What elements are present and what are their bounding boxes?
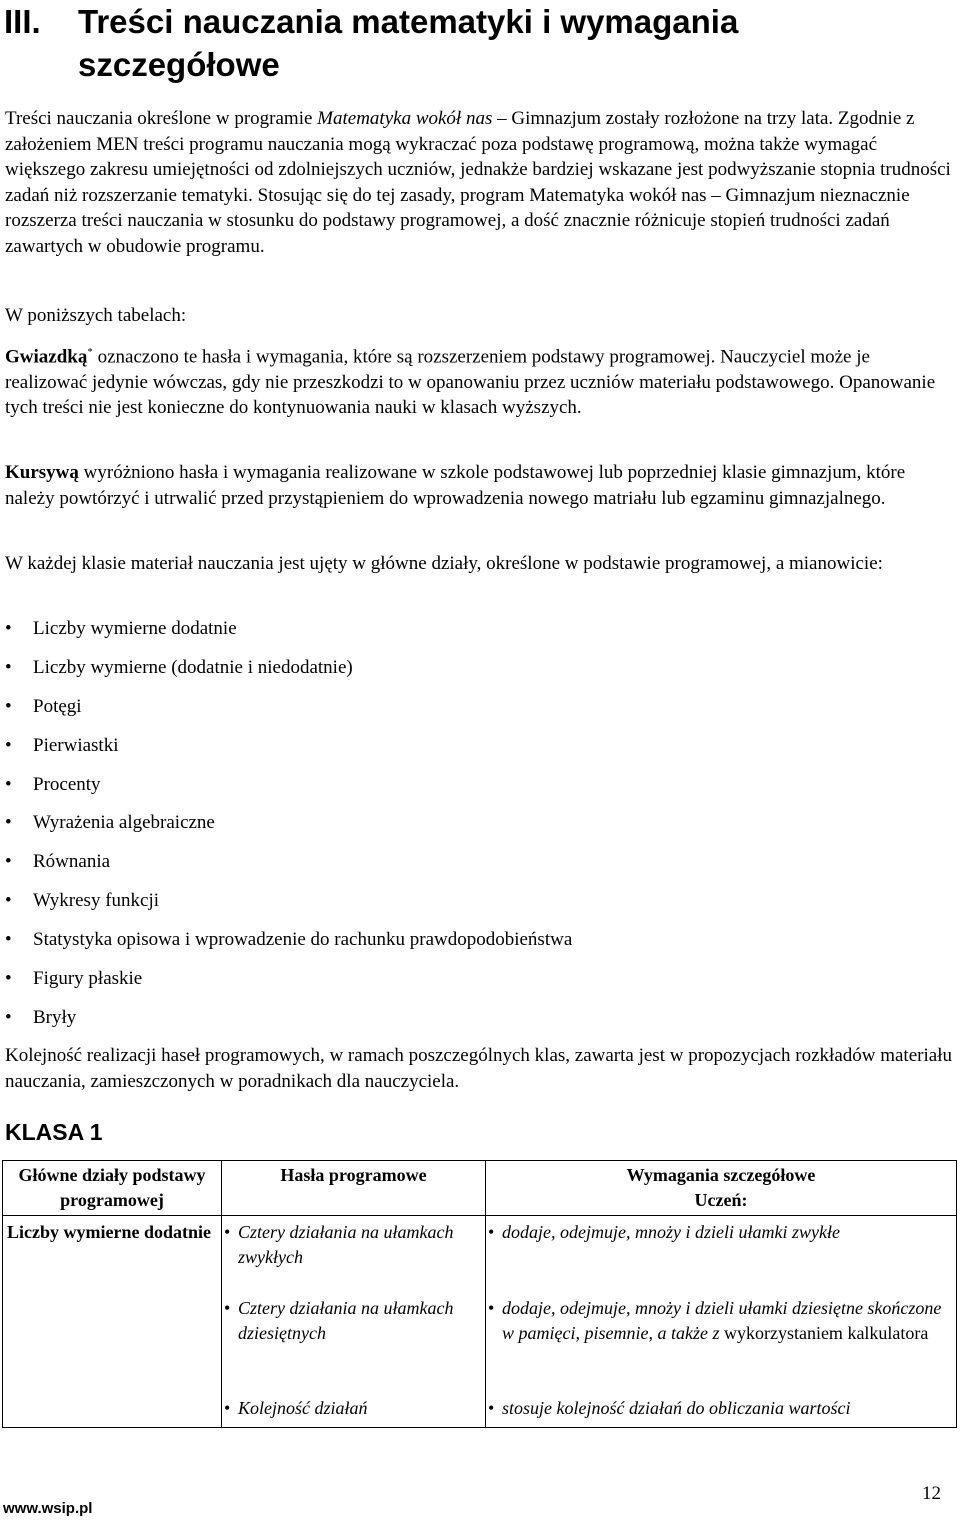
requirement-item: • stosuje kolejność działań do obliczania wartości [488,1396,950,1421]
list-item: • Liczby wymierne (dodatnie i niedodatnie) [5,655,572,694]
topics-list [5,616,572,1044]
requirements-cell [486,1216,957,1428]
italic-note-label: Kursywą [5,462,79,483]
header-requirements: Wymagania szczegółowe Uczeń: [486,1161,957,1216]
requirement-item: • dodaje, odejmuje, mnoży i dzieli ułamki dziesiętne skończone w pamięci, pisemnie, a także z wykorzystaniem kalkulatora [488,1298,942,1343]
bullet-icon: • [5,968,12,990]
intro-paragraph [5,106,953,259]
topic-item: • Kolejność działań [224,1396,479,1421]
bullet-icon: • [5,773,12,795]
list-item: • Liczby wymierne dodatnie [5,616,572,655]
asterisk-note-text: oznaczono te hasła i wymagania, które są rozszerzeniem podstawy programowej. Nauczyciel może je realizować jedynie wówczas, gdy nie przeszkodzi to w opanowaniu przez uczniów materiału podstawowego. Opanowanie tych treści nie jest konieczne do kontynuowania nauki w klasach wyższych. [5,346,936,419]
sections-intro: W każdej klasie materiał nauczania jest ujęty w główne działy, określone w podstawie programowej, a mianowicie: [5,553,883,574]
bullet-icon: • [224,1222,231,1242]
bullet-icon: • [5,929,12,951]
class1-table [2,1160,957,1428]
list-item: • Równania [5,849,572,888]
bullet-icon: • [5,656,12,678]
asterisk-note-label: Gwiazdką [5,346,88,368]
topics-cell [222,1216,486,1428]
list-item: • Statystyka opisowa i wprowadzenie do rachunku prawdopodobieństwa [5,927,572,966]
intro-text-b: – Gimnazjum zostały rozłożone na trzy lata. Zgodnie z założeniem MEN treści programu nauczania mogą wykraczać poza podstawę programową, można także wymagać większego zakresu umiejętności od zdolniejszych uczniów, jednakże bardziej wskazane jest podwyższanie stopnia trudności zadań niż rozszerzanie tematyki. Stosując się do tej zasady, program Matematyka wokół nas – Gimnazjum nieznacznie rozszerza treści nauczania w stosunku do podstawy programowej, a dość znacznie różnicuje stopień trudności zadań zawartych w obudowie programu. [5,108,951,257]
topic-item: • Cztery działania na ułamkach zwykłych [224,1222,454,1267]
bullet-icon: • [5,734,12,756]
bullet-icon: • [488,1298,495,1318]
list-item: • Procenty [5,772,572,811]
list-item: • Potęgi [5,694,572,733]
italic-note [5,460,953,511]
header-main-sections: Główne działy podstawy programowej [3,1161,222,1216]
intro-text-a: Treści nauczania określone w programie [5,108,318,129]
bullet-icon: • [5,890,12,912]
list-item: • Wykresy funkcji [5,888,572,927]
requirement-item: • dodaje, odejmuje, mnoży i dzieli ułamki zwykłe [488,1220,950,1296]
asterisk-note [5,340,953,421]
order-note: Kolejność realizacji haseł programowych, w ramach poszczególnych klas, zawarta jest w propozycjach rozkładów materiału nauczania, zamieszczonych w poradnikach dla nauczyciela. [5,1045,952,1092]
bullet-icon: • [488,1222,495,1242]
topic-item: • Cztery działania na ułamkach dziesiętnych [224,1298,454,1343]
list-item: • Bryły [5,1005,572,1044]
bullet-icon: • [5,1006,12,1028]
main-section-cell: Liczby wymierne dodatnie [3,1216,222,1428]
bullet-icon: • [488,1398,495,1418]
header-program-topics: Hasła programowe [222,1161,486,1216]
list-item: • Figury płaskie [5,966,572,1005]
bullet-icon: • [224,1298,231,1318]
list-item: • Wyrażenia algebraiczne [5,810,572,849]
table-header-row [3,1161,957,1216]
page-number: 12 [922,1483,941,1504]
italic-note-text: wyróżniono hasła i wymagania realizowane w szkole podstawowej lub poprzedniej klasie gimnazjum, które należy powtórzyć i utrwalić przed przystąpieniem do wprowadzenia nowego matriału lub egzaminu gimnazjalnego. [5,462,906,509]
list-item: • Pierwiastki [5,733,572,772]
bullet-icon: • [5,695,12,717]
bullet-icon: • [5,851,12,873]
footer-url: www.wsip.pl [3,1500,93,1517]
bullet-icon: • [5,618,12,639]
class-heading: KLASA 1 [5,1119,103,1145]
table-row [3,1216,957,1428]
bullet-icon: • [224,1398,231,1418]
section-number: III. [4,3,41,40]
bullet-icon: • [5,812,12,834]
program-name: Matematyka wokół nas [317,108,493,129]
tables-intro: W poniższych tabelach: [5,305,187,326]
section-title: Treści nauczania matematyki i wymagania szczegółowe [78,3,739,83]
asterisk-sup: * [87,346,93,358]
